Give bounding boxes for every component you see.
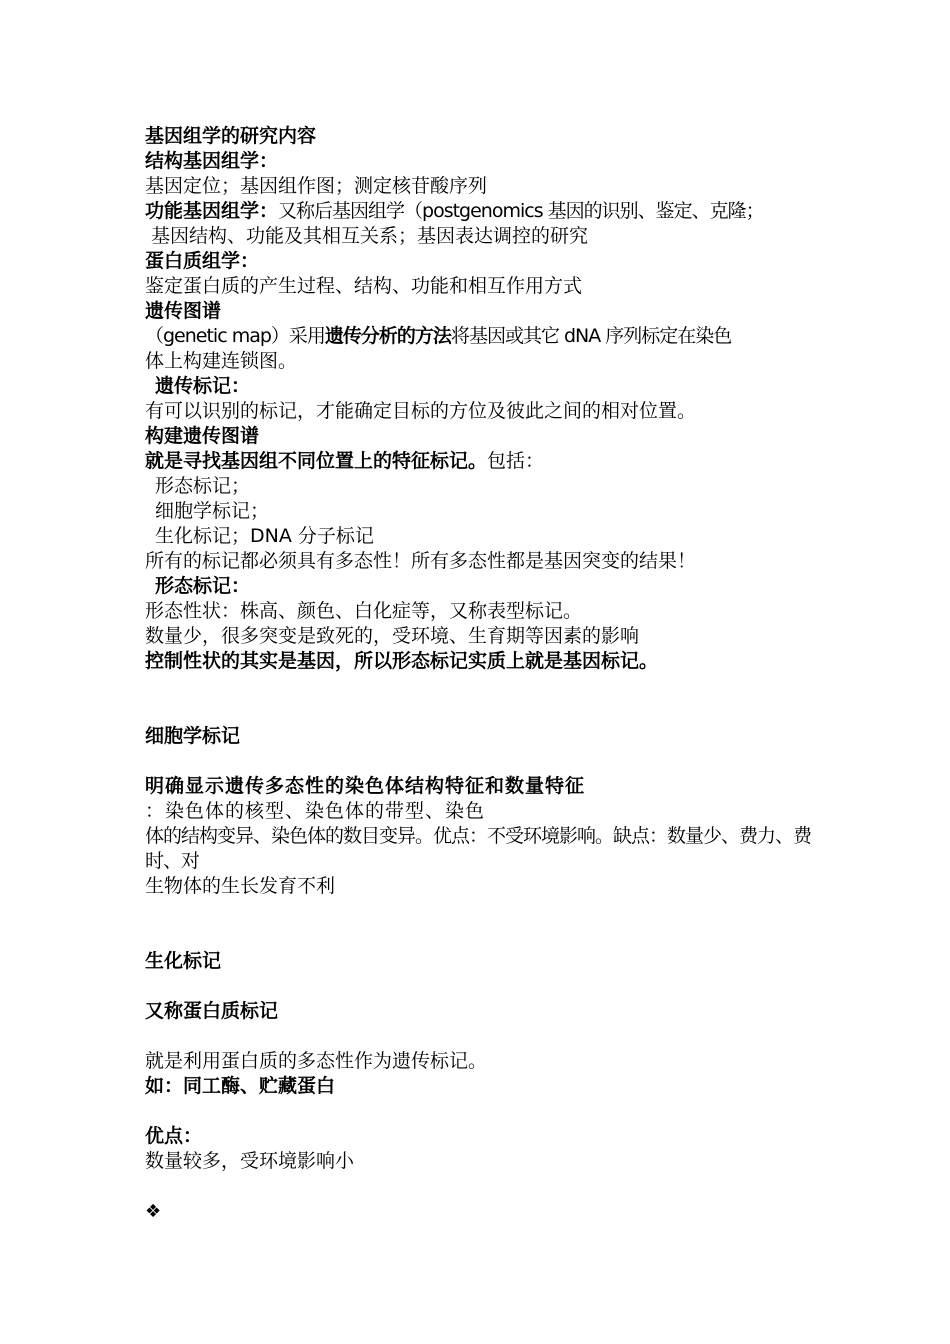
heading-genomics-research: 基因组学的研究内容 — [145, 125, 317, 147]
label-functional-genomics: 功能基因组学： — [145, 200, 279, 222]
text-protein-examples: 如：同工酶、贮藏蛋白 — [145, 1075, 336, 1097]
text-build-genetic-map-rest: 包括： — [487, 450, 545, 472]
text-polymorphism: 所有的标记都必须具有多态性！所有多态性都是基因突变的结果！ — [145, 550, 697, 572]
heading-proteomics: 蛋白质组学： — [145, 250, 260, 272]
heading-advantages: 优点： — [145, 1125, 203, 1147]
text-functional-genomics-def: 又称后基因组学（postgenomics 基因的识别、鉴定、克隆； — [278, 200, 764, 222]
text-morphological-gene: 控制性状的其实是基因，所以形态标记实质上就是基因标记。 — [145, 650, 659, 672]
text-build-genetic-map — [145, 449, 825, 474]
text-protein-polymorphism: 就是利用蛋白质的多态性作为遗传标记。 — [145, 1050, 488, 1072]
heading-build-genetic-map: 构建遗传图谱 — [145, 425, 260, 447]
heading-structural-genomics: 结构基因组学： — [145, 150, 279, 172]
text-functional-genomics-cont: 基因结构、功能及其相互关系；基因表达调控的研究 — [151, 225, 589, 247]
heading-genetic-marker: 遗传标记： — [155, 375, 251, 397]
text-morphological-traits: 形态性状：株高、颜色、白化症等，又称表型标记。 — [145, 600, 583, 622]
text-genetic-map-bold: 遗传分析的方法 — [324, 325, 451, 347]
text-proteomics: 鉴定蛋白质的产生过程、结构、功能和相互作用方式 — [145, 275, 583, 297]
text-genetic-map-a: （genetic map）采用 — [145, 325, 325, 347]
document-body — [145, 124, 825, 1224]
text-morphological-drawbacks: 数量少，很多突变是致死的，受环境、生育期等因素的影响 — [145, 625, 640, 647]
list-item-morphological: 形态标记； — [155, 475, 251, 497]
heading-protein-marker: 又称蛋白质标记 — [145, 1000, 279, 1022]
text-genetic-map-cont: 体上构建连锁图。 — [145, 350, 298, 372]
text-cytological-definition: 明确显示遗传多态性的染色体结构特征和数量特征 — [145, 775, 586, 797]
text-cytological-types: ：染色体的核型、染色体的带型、染色 — [145, 800, 486, 822]
heading-biochemical-marker: 生化标记 — [145, 950, 222, 972]
heading-morphological-marker: 形态标记： — [155, 575, 251, 597]
list-item-biochemical-dna: 生化标记；DNA 分子标记 — [155, 525, 374, 547]
heading-genetic-map: 遗传图谱 — [145, 300, 222, 322]
text-advantages: 数量较多，受环境影响小 — [145, 1150, 355, 1172]
text-genetic-map-c: 将基因或其它 dNA 序列标定在染色 — [450, 325, 732, 347]
text-cytological-pros-cons: 体的结构变异、染色体的数目变异。优点：不受环境影响。缺点：数量少、费力、费时、对 — [145, 825, 812, 872]
list-item-cytological: 细胞学标记； — [155, 500, 270, 522]
text-genetic-marker: 有可以识别的标记，才能确定目标的方位及彼此之间的相对位置。 — [145, 400, 697, 422]
text-genetic-map — [145, 324, 825, 349]
text-build-genetic-map-bold: 就是寻找基因组不同位置上的特征标记。 — [145, 450, 488, 472]
text-structural-genomics: 基因定位；基因组作图；测定核苷酸序列 — [145, 175, 488, 197]
heading-cytological-marker: 细胞学标记 — [145, 725, 241, 747]
text-cytological-cont: 生物体的生长发育不利 — [145, 875, 336, 897]
text-functional-genomics — [145, 199, 825, 224]
bullet-diamond-icon: ❖ — [145, 1201, 162, 1222]
